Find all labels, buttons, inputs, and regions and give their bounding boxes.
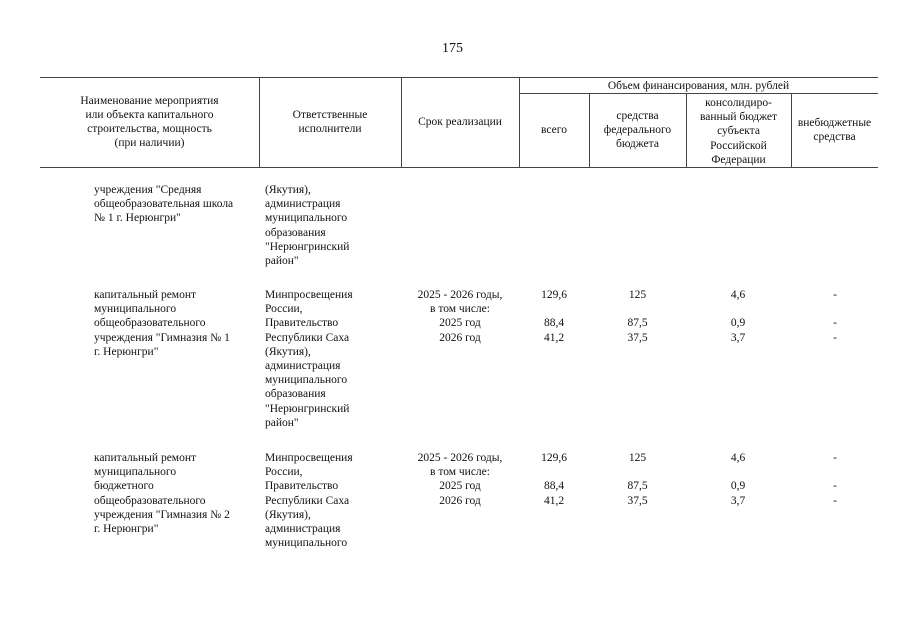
row-2-federal: 125 87,5 37,5	[627, 289, 648, 344]
header-period: Срок реализации	[418, 115, 502, 128]
row-3-extrabudget: - - -	[833, 452, 837, 507]
header-funding-group: Объем финансирования, млн. рублей	[607, 80, 790, 92]
header-bottom-rule	[40, 167, 878, 168]
row-1-executors: (Якутия), администрация муниципального образования "Нерюнгринский район"	[265, 184, 350, 268]
row-3-regional: 4,6 0,9 3,7	[730, 452, 746, 507]
row-1-name: учреждения "Средняя общеобразовательная школа № 1 г. Нерюнгри"	[94, 184, 234, 225]
header-regional: консолидиро- ванный бюджет субъекта Российской Федерации	[699, 97, 778, 166]
header-extrabudget: внебюджетные средства	[797, 116, 872, 143]
header-federal: средства федерального бюджета	[603, 109, 672, 151]
row-2-executors: Минпросвещения России, Правительство Республики Саха (Якутия), администрация муниципального образования "Нерюнгринский район"	[265, 289, 353, 429]
row-2-name: капитальный ремонт муниципального общеобразовательного учреждения "Гимназия № 1 г. Нерюнгри"	[94, 289, 230, 358]
row-2-period: 2025 - 2026 годы, в том числе: 2025 год 2026 год	[417, 289, 503, 344]
page-number: 175	[442, 41, 463, 56]
row-2-extrabudget: - - -	[833, 289, 837, 344]
row-3-period: 2025 - 2026 годы, в том числе: 2025 год 2026 год	[417, 452, 503, 507]
header-total: всего	[541, 123, 567, 136]
row-3-total: 129,6 88,4 41,2	[541, 452, 567, 507]
header-name: Наименование мероприятия или объекта капитального строительства, мощность (при наличии)	[80, 94, 219, 150]
row-2-total: 129,6 88,4 41,2	[541, 289, 567, 344]
header-executors: Ответственные исполнители	[292, 108, 368, 135]
row-3-name: капитальный ремонт муниципального бюджетного общеобразовательного учреждения "Гимназия № 2 г. Нерюнгри"	[94, 452, 230, 536]
row-2-regional: 4,6 0,9 3,7	[730, 289, 746, 344]
row-3-federal: 125 87,5 37,5	[627, 452, 648, 507]
row-3-executors: Минпросвещения России, Правительство Республики Саха (Якутия), администрация муниципального	[265, 452, 353, 550]
